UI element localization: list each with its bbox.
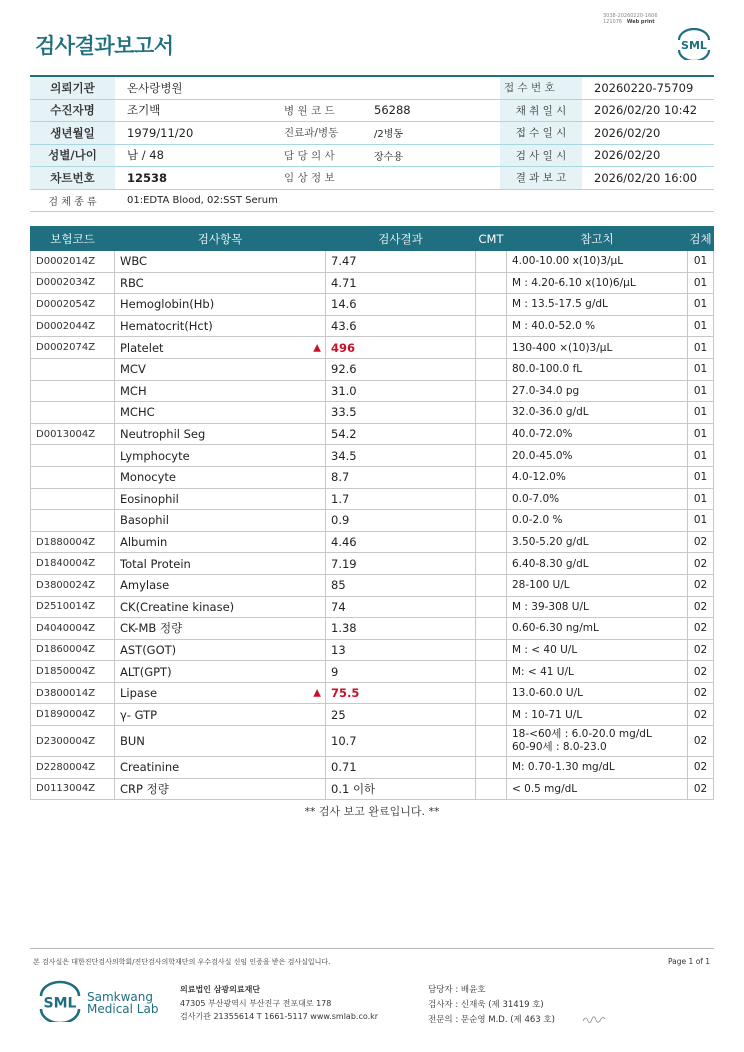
receipt-date-label: 접 수 일 시 bbox=[500, 122, 582, 145]
insurance-code bbox=[31, 402, 115, 424]
specimen-code: 02 bbox=[688, 553, 714, 575]
print-meta-label: Web print bbox=[626, 19, 655, 25]
header-cmt: CMT bbox=[476, 227, 507, 251]
table-row bbox=[31, 553, 714, 575]
brand-line2: Medical Lab bbox=[87, 1002, 159, 1016]
high-flag-icon: ▲ bbox=[313, 687, 321, 699]
test-result: 43.6 bbox=[326, 315, 476, 337]
test-result: 496 bbox=[326, 337, 476, 359]
test-item bbox=[115, 531, 326, 553]
test-item-name: MCV bbox=[120, 362, 146, 377]
test-date: 2026/02/20 bbox=[582, 144, 714, 167]
sml-logo-icon bbox=[675, 28, 713, 60]
test-item-name: BUN bbox=[120, 734, 145, 749]
cmt-cell bbox=[476, 294, 507, 316]
test-item-name: Eosinophil bbox=[120, 491, 179, 506]
test-item bbox=[115, 358, 326, 380]
test-item bbox=[115, 423, 326, 445]
footer-divider bbox=[30, 948, 714, 949]
test-item bbox=[115, 682, 326, 704]
request-org-label: 의뢰기관 bbox=[30, 76, 115, 99]
specimen-label: 검 체 종 류 bbox=[30, 189, 115, 212]
page-number: Page 1 of 1 bbox=[668, 957, 711, 966]
receipt-no-label: 접 수 번 호 bbox=[500, 76, 582, 99]
specimen-code: 02 bbox=[688, 757, 714, 779]
test-item bbox=[115, 294, 326, 316]
staff-manager: 담당자 : 배윤호 bbox=[428, 985, 486, 995]
table-row bbox=[31, 531, 714, 553]
test-item-name: MCH bbox=[120, 383, 147, 398]
birth-date: 1979/11/20 bbox=[115, 122, 280, 145]
test-item bbox=[115, 380, 326, 402]
dept: /2병동 bbox=[362, 122, 500, 145]
insurance-code: D1860004Z bbox=[31, 639, 115, 661]
sex-age: 남 / 48 bbox=[115, 144, 280, 167]
cmt-cell bbox=[476, 380, 507, 402]
doctor-label: 담 당 의 사 bbox=[280, 144, 362, 167]
insurance-code: D1850004Z bbox=[31, 661, 115, 683]
specimen-code: 01 bbox=[688, 402, 714, 424]
high-flag-icon: ▲ bbox=[313, 342, 321, 354]
test-item bbox=[115, 661, 326, 683]
print-meta-code: 121076 bbox=[603, 19, 623, 25]
cmt-cell bbox=[476, 445, 507, 467]
specimen-code: 02 bbox=[688, 661, 714, 683]
test-item bbox=[115, 402, 326, 424]
insurance-code: D2280004Z bbox=[31, 757, 115, 779]
test-item-name: Hematocrit(Hct) bbox=[120, 319, 213, 334]
cmt-cell bbox=[476, 574, 507, 596]
test-result: 10.7 bbox=[326, 726, 476, 757]
test-item-name: CK-MB 정량 bbox=[120, 621, 183, 636]
table-row bbox=[31, 337, 714, 359]
cmt-cell bbox=[476, 510, 507, 532]
test-item bbox=[115, 704, 326, 726]
cmt-cell bbox=[476, 682, 507, 704]
table-row bbox=[31, 757, 714, 779]
table-row bbox=[31, 618, 714, 640]
test-item bbox=[115, 315, 326, 337]
org-info bbox=[180, 983, 378, 1024]
test-result: 7.19 bbox=[326, 553, 476, 575]
cmt-cell bbox=[476, 553, 507, 575]
test-item-name: Creatinine bbox=[120, 760, 180, 775]
test-item bbox=[115, 337, 326, 359]
reference-range bbox=[507, 726, 688, 757]
table-row bbox=[31, 358, 714, 380]
test-item bbox=[115, 553, 326, 575]
cmt-cell bbox=[476, 704, 507, 726]
brand-line1: Samkwang bbox=[87, 990, 153, 1004]
info-row bbox=[30, 99, 714, 122]
test-item-name: RBC bbox=[120, 275, 144, 290]
specimen-code: 01 bbox=[688, 380, 714, 402]
insurance-code: D0013004Z bbox=[31, 423, 115, 445]
cmt-cell bbox=[476, 272, 507, 294]
table-row bbox=[31, 510, 714, 532]
test-result: 7.47 bbox=[326, 251, 476, 273]
table-row bbox=[31, 726, 714, 757]
test-result: 14.6 bbox=[326, 294, 476, 316]
test-item-name: Albumin bbox=[120, 535, 168, 550]
test-result: 1.7 bbox=[326, 488, 476, 510]
reference-range: M : 39-308 U/L bbox=[507, 596, 688, 618]
clinical-label: 임 상 정 보 bbox=[280, 167, 362, 190]
test-item bbox=[115, 488, 326, 510]
specimen-code: 02 bbox=[688, 531, 714, 553]
patient-info-table bbox=[30, 75, 714, 212]
table-row bbox=[31, 445, 714, 467]
header-ref: 참고치 bbox=[507, 227, 688, 251]
test-item-name: Neutrophil Seg bbox=[120, 427, 206, 442]
cmt-cell bbox=[476, 778, 507, 800]
test-item bbox=[115, 445, 326, 467]
reference-line2: 60-90세 : 8.0-23.0 bbox=[512, 741, 607, 754]
info-row bbox=[30, 167, 714, 190]
table-row bbox=[31, 251, 714, 273]
insurance-code: D0002044Z bbox=[31, 315, 115, 337]
specimen-code: 02 bbox=[688, 596, 714, 618]
certification-note: 본 검사실은 대한진단검사의학회/진단검사의학재단의 우수검사실 신임 인증을 받은 검사실입니다. bbox=[33, 958, 331, 966]
insurance-code: D2510014Z bbox=[31, 596, 115, 618]
header-result: 검사결과 bbox=[326, 227, 476, 251]
chart-label: 차트번호 bbox=[30, 167, 115, 190]
test-result: 13 bbox=[326, 639, 476, 661]
cmt-cell bbox=[476, 639, 507, 661]
test-item bbox=[115, 726, 326, 757]
table-row bbox=[31, 466, 714, 488]
test-result: 75.5 bbox=[326, 682, 476, 704]
staff-info bbox=[428, 983, 555, 1028]
patient-name: 조기백 bbox=[115, 99, 280, 122]
specimen-code: 02 bbox=[688, 778, 714, 800]
birth-label: 생년월일 bbox=[30, 122, 115, 145]
test-item bbox=[115, 618, 326, 640]
report-label: 결 과 보 고 bbox=[500, 167, 582, 190]
header-specimen: 검체 bbox=[688, 227, 714, 251]
cmt-cell bbox=[476, 251, 507, 273]
reference-range: 0.60-6.30 ng/mL bbox=[507, 618, 688, 640]
clinical-info bbox=[362, 167, 500, 190]
test-item bbox=[115, 510, 326, 532]
test-item-name: γ- GTP bbox=[120, 707, 158, 722]
table-row bbox=[31, 574, 714, 596]
specimen-code: 01 bbox=[688, 358, 714, 380]
table-row bbox=[31, 704, 714, 726]
test-result: 1.38 bbox=[326, 618, 476, 640]
reference-range: 13.0-60.0 U/L bbox=[507, 682, 688, 704]
test-result: 8.7 bbox=[326, 466, 476, 488]
results-header-row bbox=[31, 227, 714, 251]
specimen-code: 02 bbox=[688, 726, 714, 757]
insurance-code: D4040004Z bbox=[31, 618, 115, 640]
table-row bbox=[31, 402, 714, 424]
specimen-code: 01 bbox=[688, 294, 714, 316]
insurance-code: D2300004Z bbox=[31, 726, 115, 757]
results-table bbox=[30, 226, 714, 800]
collect-time: 2026/02/20 10:42 bbox=[582, 99, 714, 122]
reference-range: 27.0-34.0 pg bbox=[507, 380, 688, 402]
specimen-code: 01 bbox=[688, 315, 714, 337]
info-row bbox=[30, 76, 714, 99]
test-item-name: Lymphocyte bbox=[120, 448, 190, 463]
reference-range: M : 13.5-17.5 g/dL bbox=[507, 294, 688, 316]
test-result: 0.9 bbox=[326, 510, 476, 532]
reference-range: 80.0-100.0 fL bbox=[507, 358, 688, 380]
org-address: 47305 부산광역시 부산진구 전포대로 178 bbox=[180, 998, 332, 1008]
insurance-code: D1890004Z bbox=[31, 704, 115, 726]
test-item-name: MCHC bbox=[120, 405, 155, 420]
staff-tester: 검사자 : 신재욱 (제 31419 호) bbox=[428, 1000, 544, 1010]
test-item bbox=[115, 251, 326, 273]
reference-range: 4.0-12.0% bbox=[507, 466, 688, 488]
reference-range: M: < 41 U/L bbox=[507, 661, 688, 683]
collect-time-label: 채 취 일 시 bbox=[500, 99, 582, 122]
org-name: 의료법인 삼광의료재단 bbox=[180, 985, 261, 994]
specimen-types: 01:EDTA Blood, 02:SST Serum bbox=[115, 189, 714, 212]
test-item-name: CK(Creatine kinase) bbox=[120, 599, 235, 614]
test-item-name: Hemoglobin(Hb) bbox=[120, 297, 215, 312]
insurance-code bbox=[31, 466, 115, 488]
report-time: 2026/02/20 16:00 bbox=[582, 167, 714, 190]
insurance-code: D3800014Z bbox=[31, 682, 115, 704]
test-item bbox=[115, 639, 326, 661]
cmt-cell bbox=[476, 596, 507, 618]
insurance-code: D0002074Z bbox=[31, 337, 115, 359]
reference-range: 28-100 U/L bbox=[507, 574, 688, 596]
table-row bbox=[31, 380, 714, 402]
reference-range: 0.0-2.0 % bbox=[507, 510, 688, 532]
test-result: 0.1 이하 bbox=[326, 778, 476, 800]
test-item-name: Total Protein bbox=[120, 556, 191, 571]
cmt-cell bbox=[476, 402, 507, 424]
insurance-code: D3800024Z bbox=[31, 574, 115, 596]
specimen-code: 01 bbox=[688, 510, 714, 532]
test-item bbox=[115, 757, 326, 779]
cmt-cell bbox=[476, 423, 507, 445]
insurance-code bbox=[31, 510, 115, 532]
header-code: 보험코드 bbox=[31, 227, 115, 251]
receipt-date: 2026/02/20 bbox=[582, 122, 714, 145]
org-contact: 검사기관 21355614 T 1661-5117 www.smlab.co.kr bbox=[180, 1012, 379, 1021]
info-row bbox=[30, 189, 714, 212]
test-item-name: Basophil bbox=[120, 513, 169, 528]
reference-range: 32.0-36.0 g/dL bbox=[507, 402, 688, 424]
insurance-code bbox=[31, 380, 115, 402]
cmt-cell bbox=[476, 757, 507, 779]
table-row bbox=[31, 488, 714, 510]
cmt-cell bbox=[476, 618, 507, 640]
hospital-code: 56288 bbox=[362, 99, 500, 122]
table-row bbox=[31, 596, 714, 618]
receipt-no: 20260220-75709 bbox=[582, 76, 714, 99]
insurance-code bbox=[31, 358, 115, 380]
reference-range: M : < 40 U/L bbox=[507, 639, 688, 661]
reference-range: 6.40-8.30 g/dL bbox=[507, 553, 688, 575]
specimen-code: 02 bbox=[688, 639, 714, 661]
report-title: 검사결과보고서 bbox=[35, 34, 174, 58]
table-row bbox=[31, 272, 714, 294]
test-result: 34.5 bbox=[326, 445, 476, 467]
test-result: 4.71 bbox=[326, 272, 476, 294]
test-item bbox=[115, 272, 326, 294]
test-item bbox=[115, 596, 326, 618]
insurance-code: D0113004Z bbox=[31, 778, 115, 800]
insurance-code: D0002014Z bbox=[31, 251, 115, 273]
cmt-cell bbox=[476, 531, 507, 553]
info-row bbox=[30, 144, 714, 167]
specimen-code: 01 bbox=[688, 272, 714, 294]
test-result: 74 bbox=[326, 596, 476, 618]
reference-range: M : 40.0-52.0 % bbox=[507, 315, 688, 337]
table-row bbox=[31, 661, 714, 683]
print-meta bbox=[603, 13, 658, 25]
reference-range: < 0.5 mg/dL bbox=[507, 778, 688, 800]
table-row bbox=[31, 294, 714, 316]
test-item-name: Lipase bbox=[120, 686, 158, 701]
specimen-code: 01 bbox=[688, 423, 714, 445]
specimen-code: 02 bbox=[688, 682, 714, 704]
specimen-code: 02 bbox=[688, 574, 714, 596]
sex-age-label: 성별/나이 bbox=[30, 144, 115, 167]
specimen-code: 01 bbox=[688, 251, 714, 273]
test-result: 54.2 bbox=[326, 423, 476, 445]
patient-label: 수진자명 bbox=[30, 99, 115, 122]
sml-logo-text: SML bbox=[681, 39, 707, 52]
specimen-code: 01 bbox=[688, 445, 714, 467]
reference-range: 20.0-45.0% bbox=[507, 445, 688, 467]
reference-line1: 18-<60세 : 6.0-20.0 mg/dL bbox=[512, 728, 652, 741]
test-item bbox=[115, 466, 326, 488]
cmt-cell bbox=[476, 488, 507, 510]
report-complete-note: ** 검사 보고 완료입니다. ** bbox=[304, 805, 440, 818]
test-result: 4.46 bbox=[326, 531, 476, 553]
test-item-name: CRP 정량 bbox=[120, 781, 169, 796]
test-item-name: Amylase bbox=[120, 578, 170, 593]
table-row bbox=[31, 682, 714, 704]
test-result: 9 bbox=[326, 661, 476, 683]
reference-range: 3.50-5.20 g/dL bbox=[507, 531, 688, 553]
test-item-name: WBC bbox=[120, 254, 148, 269]
specimen-code: 01 bbox=[688, 466, 714, 488]
sml-footer-logo-text: SML bbox=[43, 995, 77, 1012]
test-item-name: Platelet bbox=[120, 340, 164, 355]
test-result: 85 bbox=[326, 574, 476, 596]
cmt-cell bbox=[476, 466, 507, 488]
reference-range: 0.0-7.0% bbox=[507, 488, 688, 510]
test-item-name: Monocyte bbox=[120, 470, 176, 485]
specimen-code: 02 bbox=[688, 618, 714, 640]
specimen-code: 01 bbox=[688, 488, 714, 510]
cmt-cell bbox=[476, 358, 507, 380]
reference-range: 130-400 ×(10)3/μL bbox=[507, 337, 688, 359]
staff-specialist: 전문의 : 문순영 M.D. (제 463 호) bbox=[428, 1015, 555, 1025]
insurance-code bbox=[31, 445, 115, 467]
cmt-cell bbox=[476, 315, 507, 337]
test-date-label: 검 사 일 시 bbox=[500, 144, 582, 167]
test-item bbox=[115, 574, 326, 596]
reference-range: 4.00-10.00 x(10)3/μL bbox=[507, 251, 688, 273]
test-result: 31.0 bbox=[326, 380, 476, 402]
header-item: 검사항목 bbox=[115, 227, 326, 251]
specimen-code: 01 bbox=[688, 337, 714, 359]
table-row bbox=[31, 315, 714, 337]
insurance-code: D1880004Z bbox=[31, 531, 115, 553]
test-item-name: AST(GOT) bbox=[120, 642, 177, 657]
specimen-code: 02 bbox=[688, 704, 714, 726]
brand-name bbox=[87, 991, 158, 1015]
cmt-cell bbox=[476, 337, 507, 359]
table-row bbox=[31, 778, 714, 800]
insurance-code bbox=[31, 488, 115, 510]
test-result: 33.5 bbox=[326, 402, 476, 424]
info-row bbox=[30, 122, 714, 145]
chart-no: 12538 bbox=[115, 167, 280, 190]
sml-footer-logo-icon bbox=[36, 980, 84, 1022]
test-item-name: ALT(GPT) bbox=[120, 664, 172, 679]
table-row bbox=[31, 639, 714, 661]
test-result: 0.71 bbox=[326, 757, 476, 779]
insurance-code: D0002054Z bbox=[31, 294, 115, 316]
signature-icon bbox=[581, 1013, 607, 1025]
reference-range: M : 10-71 U/L bbox=[507, 704, 688, 726]
hospital-code-label: 병 원 코 드 bbox=[280, 99, 362, 122]
reference-range: M : 4.20-6.10 x(10)6/μL bbox=[507, 272, 688, 294]
doctor: 장수용 bbox=[362, 144, 500, 167]
table-row bbox=[31, 423, 714, 445]
test-result: 25 bbox=[326, 704, 476, 726]
insurance-code: D1840004Z bbox=[31, 553, 115, 575]
test-result: 92.6 bbox=[326, 358, 476, 380]
test-item bbox=[115, 778, 326, 800]
reference-range: 40.0-72.0% bbox=[507, 423, 688, 445]
insurance-code: D0002034Z bbox=[31, 272, 115, 294]
cmt-cell bbox=[476, 726, 507, 757]
request-org: 온사랑병원 bbox=[115, 76, 500, 99]
dept-label: 진료과/병동 bbox=[280, 122, 362, 145]
reference-range: M: 0.70-1.30 mg/dL bbox=[507, 757, 688, 779]
print-meta-line1: 3038-20260220-1606 bbox=[603, 13, 658, 19]
cmt-cell bbox=[476, 661, 507, 683]
